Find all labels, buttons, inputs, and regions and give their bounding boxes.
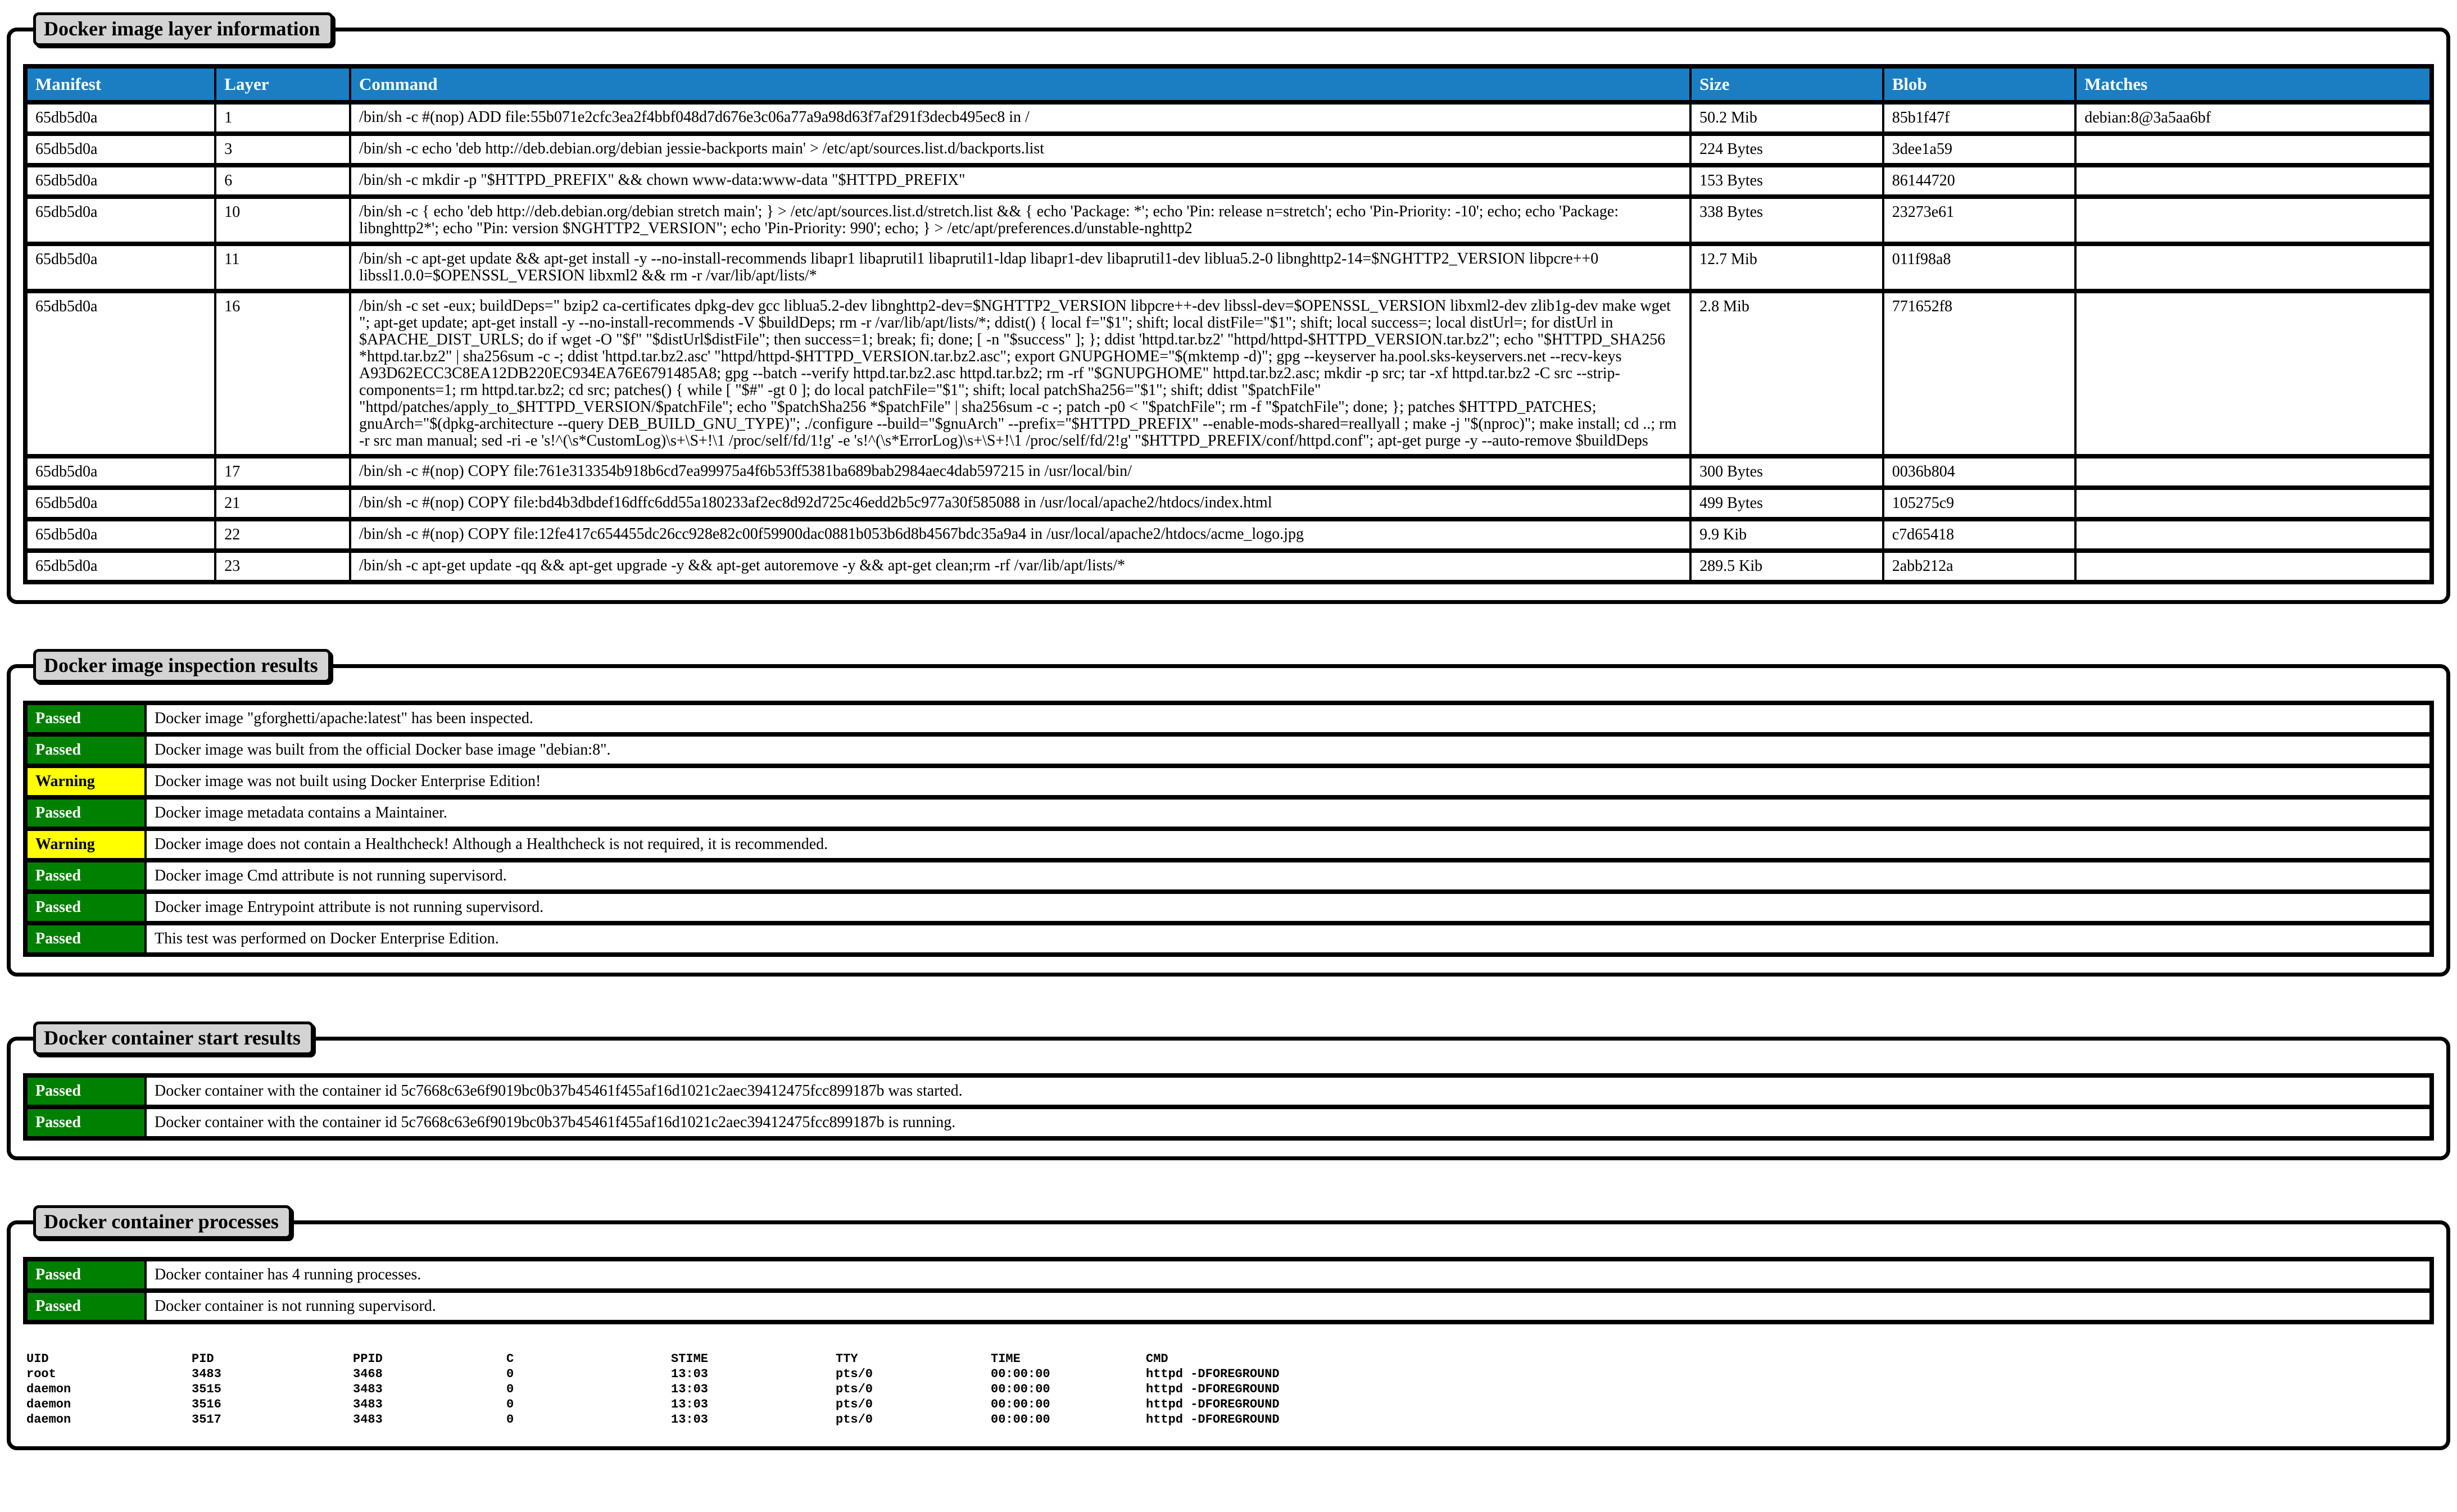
inspection-message: Docker image was not built using Docker Enterprise Edition! [146,766,2432,797]
layer-table-header-layer: Layer [215,66,350,102]
layer-manifest-cell: 65db5d0a [25,134,215,165]
ps-col-cmd: CMD [1146,1352,1168,1366]
layer-table-header-command: Command [350,66,1690,102]
ps-cmd: httpd -DFOREGROUND [1146,1397,1280,1411]
inspection-message: Docker image "gforghetti/apache:latest" has been inspected. [146,703,2432,734]
status-badge: Warning [25,829,146,860]
layer-blob-cell: 85b1f47f [1883,102,2076,134]
status-badge: Passed [25,1291,146,1322]
layer-blob-cell: 0036b804 [1883,456,2076,488]
layer-size-cell: 12.7 Mib [1690,244,1883,291]
layer-number-cell: 16 [215,291,350,456]
layer-size-cell: 499 Bytes [1690,488,1883,519]
ps-tty: pts/0 [836,1367,873,1381]
status-badge: Passed [25,860,146,892]
layer-command-cell: /bin/sh -c set -eux; buildDeps=" bzip2 ca-certificates dpkg-dev gcc liblua5.2-dev libnghttp2-dev=$NGHTTP2_VERSION libpcre++-dev libssl-dev=$OPENSSL_VERSION libxml2-dev zlib1g-dev make wget "; apt-get update; apt-get install -y --no-install-recommends -V $buildDeps; rm -r /var/lib/apt/lists/*; ddist() { local f="$1"; shift; local distFile="$1"; shift; local success=; local distUrl=; for distUrl in $APACHE_DIST_URLS; do if wget -O "$f" "$distUrl$distFile"; then success=1; break; fi; done; [ -n "$success" ]; }; ddist 'httpd.tar.bz2' "httpd/httpd-$HTTPD_VERSION.tar.bz2"; echo "$HTTPD_SHA256 *httpd.tar.bz2" | sha256sum -c -; ddist 'httpd.tar.bz2.asc' "httpd/httpd-$HTTPD_VERSION.tar.bz2.asc"; export GNUPGHOME="$(mktemp -d)"; gpg --keyserver ha.pool.sks-keyservers.net --recv-keys A93D62ECC3C8EA12DB220EC934EA76E6791485A8; gpg --batch --verify httpd.tar.bz2.asc httpd.tar.bz2; rm -rf "$GNUPGHOME" httpd.tar.bz2.asc; mkdir -p src; tar -xf httpd.tar.bz2 -C src --strip-components=1; rm httpd.tar.bz2; cd src; patches() { while [ "$#" -gt 0 ]; do local patchFile="$1"; shift; local patchSha256="$1"; shift; ddist "$patchFile" "httpd/patches/apply_to_$HTTPD_VERSION/$patchFile"; echo "$patchSha256 *$patchFile" | sha256sum -c -; patch -p0 < "$patchFile"; rm -f "$patchFile"; done; }; patches $HTTPD_PATCHES; gnuArch="$(dpkg-architecture --query DEB_BUILD_GNU_TYPE)"; ./configure --build="$gnuArch" --prefix="$HTTPD_PREFIX" --enable-mods-shared=reallyall ; make -j "$(nproc)"; make install; cd ..; rm -r src man manual; sed -ri -e 's!^(\s*CustomLog)\s+\S+!\1 /proc/self/fd/1!g' -e 's!^(\s*ErrorLog)\s+\S+!\1 /proc/self/fd/2!g' "$HTTPD_PREFIX/conf/httpd.conf"; apt-get purge -y --auto-remove $buildDeps [350,291,1690,456]
layer-number-cell: 17 [215,456,350,488]
layer-table-header-blob: Blob [1883,66,2076,102]
layer-table-header-row [25,66,2432,102]
processes-table [23,1257,2434,1324]
ps-tty: pts/0 [836,1397,873,1411]
ps-cmd: httpd -DFOREGROUND [1146,1367,1280,1381]
status-badge: Passed [25,734,146,766]
inspection-message: Docker image Entrypoint attribute is not running supervisord. [146,892,2432,923]
ps-c: 0 [506,1382,514,1396]
start-result-row [25,1075,2432,1107]
layer-command-cell: /bin/sh -c #(nop) COPY file:bd4b3dbdef16dffc6dd55a180233af2ec8d92d725c46edd2b5c977a30f585088 in /usr/local/apache2/htdocs/index.html [350,488,1690,519]
layer-number-cell: 3 [215,134,350,165]
ps-col-time: TIME [991,1352,1021,1366]
layer-table-row [25,134,2432,165]
layer-matches-cell [2075,197,2432,244]
layer-matches-cell [2075,519,2432,551]
layer-table [23,64,2434,584]
ps-pid: 3515 [192,1382,221,1396]
layer-manifest-cell: 65db5d0a [25,488,215,519]
layer-size-cell: 300 Bytes [1690,456,1883,488]
layer-table-row [25,488,2432,519]
ps-col-pid: PID [192,1352,214,1366]
layer-table-header-matches: Matches [2075,66,2432,102]
inspection-row [25,892,2432,923]
layer-table-row [25,165,2432,197]
layer-blob-cell: 011f98a8 [1883,244,2076,291]
inspection-message: Docker image does not contain a Healthcheck! Although a Healthcheck is not required, it is recommended. [146,829,2432,860]
layer-command-cell: /bin/sh -c #(nop) COPY file:761e313354b918b6cd7ea99975a4f6b53ff5381ba689bab2984aec4dab597215 in /usr/local/bin/ [350,456,1690,488]
process-listing-row [26,1412,2434,1427]
layer-table-header-size: Size [1690,66,1883,102]
layer-size-cell: 153 Bytes [1690,165,1883,197]
start-result-row [25,1107,2432,1138]
status-badge: Passed [25,1107,146,1138]
ps-ppid: 3468 [353,1367,383,1381]
inspection-message: Docker image was built from the official Docker base image "debian:8". [146,734,2432,766]
process-check-row [25,1259,2432,1291]
inspection-row [25,734,2432,766]
inspection-row [25,860,2432,892]
inspection-message: This test was performed on Docker Enterprise Edition. [146,923,2432,955]
layer-command-cell: /bin/sh -c echo 'deb http://deb.debian.org/debian jessie-backports main' > /etc/apt/sources.list.d/backports.list [350,134,1690,165]
layer-manifest-cell: 65db5d0a [25,165,215,197]
inspection-row [25,923,2432,955]
ps-col-ppid: PPID [353,1352,383,1366]
process-listing-row [26,1397,2434,1412]
ps-cmd: httpd -DFOREGROUND [1146,1382,1280,1396]
ps-pid: 3516 [192,1397,221,1411]
layer-manifest-cell: 65db5d0a [25,551,215,582]
layer-manifest-cell: 65db5d0a [25,244,215,291]
inspection-row [25,766,2432,797]
ps-c: 0 [506,1413,514,1427]
section-container-processes [7,1205,2450,1450]
layer-number-cell: 6 [215,165,350,197]
ps-c: 0 [506,1367,514,1381]
status-badge: Warning [25,766,146,797]
start-result-message: Docker container with the container id 5c7668c63e6f9019bc0b37b45461f455af16d1021c2aec39412475fcc899187b is running. [146,1107,2432,1138]
layer-size-cell: 289.5 Kib [1690,551,1883,582]
ps-col-c: C [506,1352,514,1366]
layer-table-row [25,291,2432,456]
layer-manifest-cell: 65db5d0a [25,102,215,134]
status-badge: Passed [25,892,146,923]
layer-command-cell: /bin/sh -c #(nop) COPY file:12fe417c654455dc26cc928e82c00f59900dac0881b053b6d8b4567bdc35a9a4 in /usr/local/apache2/htdocs/acme_logo.jpg [350,519,1690,551]
layer-size-cell: 2.8 Mib [1690,291,1883,456]
ps-pid: 3483 [192,1367,221,1381]
process-listing-header [26,1351,2434,1366]
layer-table-row [25,456,2432,488]
layer-command-cell: /bin/sh -c apt-get update -qq && apt-get upgrade -y && apt-get autoremove -y && apt-get clean;rm -rf /var/lib/apt/lists/* [350,551,1690,582]
inspection-row [25,797,2432,829]
layer-matches-cell [2075,134,2432,165]
layer-matches-cell [2075,488,2432,519]
layer-number-cell: 22 [215,519,350,551]
section-container-processes-title: Docker container processes [33,1205,292,1239]
ps-tty: pts/0 [836,1413,873,1427]
layer-table-row [25,244,2432,291]
layer-table-header-manifest: Manifest [25,66,215,102]
layer-blob-cell: c7d65418 [1883,519,2076,551]
inspection-row [25,703,2432,734]
ps-uid: daemon [26,1382,71,1396]
ps-ppid: 3483 [353,1413,383,1427]
layer-table-row [25,551,2432,582]
ps-tty: pts/0 [836,1382,873,1396]
layer-table-row [25,102,2432,134]
ps-time: 00:00:00 [991,1397,1050,1411]
start-results-table [23,1073,2434,1141]
ps-time: 00:00:00 [991,1367,1050,1381]
layer-matches-cell [2075,291,2432,456]
inspection-message: Docker image metadata contains a Maintainer. [146,797,2432,829]
layer-number-cell: 11 [215,244,350,291]
inspection-message: Docker image Cmd attribute is not running supervisord. [146,860,2432,892]
status-badge: Passed [25,703,146,734]
ps-ppid: 3483 [353,1382,383,1396]
layer-table-row [25,519,2432,551]
process-check-message: Docker container is not running supervisord. [146,1291,2432,1322]
layer-size-cell: 338 Bytes [1690,197,1883,244]
ps-stime: 13:03 [671,1367,709,1381]
ps-col-tty: TTY [836,1352,858,1366]
process-listing-row [26,1366,2434,1382]
process-listing [26,1351,2434,1427]
layer-matches-cell: debian:8@3a5aa6bf [2075,102,2432,134]
ps-stime: 13:03 [671,1382,709,1396]
process-listing-row [26,1382,2434,1397]
process-check-row [25,1291,2432,1322]
section-start-results-title: Docker container start results [33,1021,314,1055]
layer-table-row [25,197,2432,244]
inspection-table [23,701,2434,957]
layer-matches-cell [2075,551,2432,582]
ps-cmd: httpd -DFOREGROUND [1146,1413,1280,1427]
layer-blob-cell: 105275c9 [1883,488,2076,519]
layer-matches-cell [2075,456,2432,488]
ps-time: 00:00:00 [991,1382,1050,1396]
process-check-message: Docker container has 4 running processes. [146,1259,2432,1291]
layer-command-cell: /bin/sh -c apt-get update && apt-get install -y --no-install-recommends libapr1 libaprutil1 libaprutil1-ldap libapr1-dev libaprutil1-dev liblua5.2-0 libnghttp2-14=$NGHTTP2_VERSION libpcre++0 libssl1.0.0=$OPENSSL_VERSION libxml2 && rm -r /var/lib/apt/lists/* [350,244,1690,291]
layer-number-cell: 21 [215,488,350,519]
ps-uid: daemon [26,1397,71,1411]
ps-pid: 3517 [192,1413,221,1427]
section-layer-information-title: Docker image layer information [33,12,333,46]
layer-blob-cell: 2abb212a [1883,551,2076,582]
layer-manifest-cell: 65db5d0a [25,519,215,551]
ps-stime: 13:03 [671,1413,709,1427]
ps-col-uid: UID [26,1352,49,1366]
section-inspection-results-title: Docker image inspection results [33,649,331,683]
layer-blob-cell: 3dee1a59 [1883,134,2076,165]
start-result-message: Docker container with the container id 5c7668c63e6f9019bc0b37b45461f455af16d1021c2aec39412475fcc899187b was started. [146,1075,2432,1107]
ps-ppid: 3483 [353,1397,383,1411]
section-layer-information [7,12,2450,604]
layer-matches-cell [2075,244,2432,291]
layer-number-cell: 1 [215,102,350,134]
layer-size-cell: 9.9 Kib [1690,519,1883,551]
layer-size-cell: 50.2 Mib [1690,102,1883,134]
layer-command-cell: /bin/sh -c { echo 'deb http://deb.debian.org/debian stretch main'; } > /etc/apt/sources.list.d/stretch.list && { echo 'Package: *'; echo 'Pin: release n=stretch'; echo 'Pin-Priority: -10'; echo; echo 'Package: libnghttp2*'; echo "Pin: version $NGHTTP2_VERSION"; echo 'Pin-Priority: 990'; echo; } > /etc/apt/preferences.d/unstable-nghttp2 [350,197,1690,244]
ps-col-stime: STIME [671,1352,709,1366]
layer-command-cell: /bin/sh -c mkdir -p "$HTTPD_PREFIX" && chown www-data:www-data "$HTTPD_PREFIX" [350,165,1690,197]
layer-matches-cell [2075,165,2432,197]
layer-manifest-cell: 65db5d0a [25,197,215,244]
inspection-row [25,829,2432,860]
section-inspection-results [7,649,2450,977]
layer-blob-cell: 86144720 [1883,165,2076,197]
status-badge: Passed [25,797,146,829]
ps-stime: 13:03 [671,1397,709,1411]
layer-manifest-cell: 65db5d0a [25,456,215,488]
layer-size-cell: 224 Bytes [1690,134,1883,165]
layer-number-cell: 23 [215,551,350,582]
ps-time: 00:00:00 [991,1413,1050,1427]
layer-command-cell: /bin/sh -c #(nop) ADD file:55b071e2cfc3ea2f4bbf048d7d676e3c06a77a9a98d63f7af291f3decb495ec8 in / [350,102,1690,134]
status-badge: Passed [25,923,146,955]
ps-uid: root [26,1367,56,1381]
layer-blob-cell: 771652f8 [1883,291,2076,456]
layer-blob-cell: 23273e61 [1883,197,2076,244]
status-badge: Passed [25,1075,146,1107]
layer-number-cell: 10 [215,197,350,244]
layer-manifest-cell: 65db5d0a [25,291,215,456]
ps-uid: daemon [26,1413,71,1427]
status-badge: Passed [25,1259,146,1291]
ps-c: 0 [506,1397,514,1411]
section-start-results [7,1021,2450,1160]
